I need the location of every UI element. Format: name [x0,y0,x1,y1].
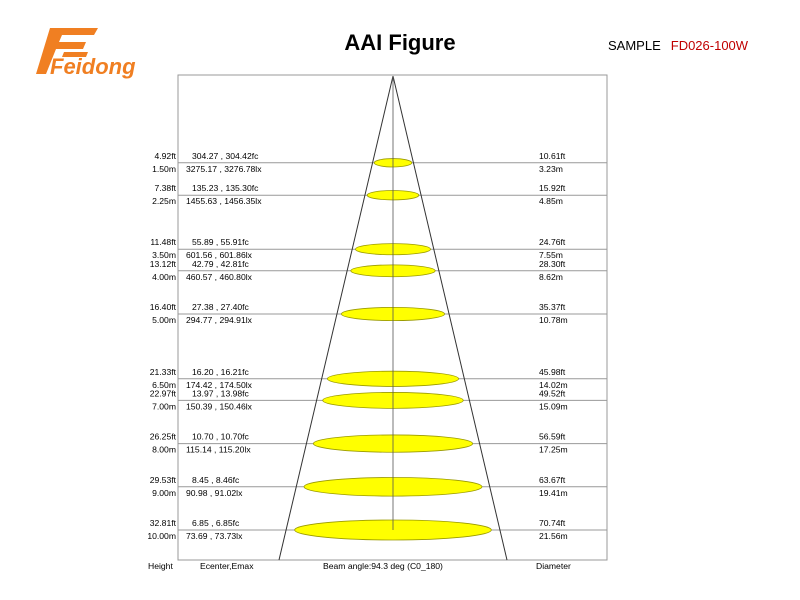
height-m-label: 4.00m [152,271,176,282]
ecenter-emax-fc: 27.38 , 27.40fc [192,302,249,312]
ecenter-emax-fc: 135.23 , 135.30fc [192,183,259,194]
ecenter-emax-fc: 6.85 , 6.85fc [192,518,240,528]
footer-diameter-label: Diameter [536,561,571,571]
height-m-label: 1.50m [152,163,176,174]
page-title: AAI Figure [344,30,456,55]
footer-ecenter-label: Ecenter,Emax [200,561,254,571]
diameter-m-label: 17.25m [539,444,568,455]
ecenter-emax-lx: 174.42 , 174.50lx [186,379,252,390]
footer-height-label: Height [148,561,173,571]
sample-label: SAMPLE [608,38,661,53]
diameter-ft-label: 70.74ft [539,518,566,528]
height-m-label: 6.50m [152,379,176,390]
ecenter-emax-fc: 10.70 , 10.70fc [192,431,249,442]
diameter-ft-label: 28.30ft [539,258,566,269]
height-ft-label: 11.48ft [150,237,176,248]
height-ft-label: 32.81ft [149,518,176,528]
diameter-ft-label: 35.37ft [539,302,566,312]
diameter-ft-label: 49.52ft [539,388,566,399]
height-ft-label: 16.40ft [149,302,176,312]
ecenter-emax-lx: 3275.17 , 3276.78lx [186,163,262,174]
height-ft-label: 7.38ft [154,183,176,194]
ecenter-emax-lx: 73.69 , 73.73lx [186,531,243,541]
model-number: FD026-100W [670,38,749,53]
diameter-m-label: 3.23m [539,163,563,174]
diameter-m-label: 19.41m [539,487,568,498]
height-m-label: 3.50m [152,250,176,261]
rows-layer [147,151,607,541]
ecenter-emax-fc: 8.45 , 8.46fc [192,474,240,485]
height-m-label: 9.00m [152,487,176,498]
diameter-ft-label: 63.67ft [539,474,566,485]
diameter-m-label: 10.78m [539,315,568,325]
diameter-m-label: 14.02m [539,379,568,390]
diameter-ft-label: 10.61ft [539,150,566,161]
ecenter-emax-fc: 55.89 , 55.91fc [192,237,249,248]
ecenter-emax-fc: 304.27 , 304.42fc [192,150,259,161]
footer-beam-label: Beam angle:94.3 deg (C0_180) [323,561,443,571]
ecenter-emax-lx: 601.56 , 601.86lx [186,250,252,261]
diameter-ft-label: 24.76ft [539,237,566,248]
ecenter-emax-fc: 42.79 , 42.81fc [192,258,249,269]
height-ft-label: 22.97ft [149,388,176,399]
ecenter-emax-lx: 90.98 , 91.02lx [186,487,243,498]
diameter-m-label: 7.55m [539,250,563,261]
ecenter-emax-lx: 460.57 , 460.80lx [186,271,252,282]
height-m-label: 8.00m [152,444,176,455]
height-m-label: 2.25m [152,196,176,207]
diameter-m-label: 15.09m [539,401,568,412]
ecenter-emax-fc: 16.20 , 16.21fc [192,366,249,377]
diameter-ft-label: 56.59ft [539,431,566,442]
height-ft-label: 4.92ft [154,150,176,161]
diameter-ft-label: 45.98ft [539,366,566,377]
diameter-m-label: 4.85m [539,196,563,207]
height-m-label: 5.00m [152,315,176,325]
ecenter-emax-lx: 294.77 , 294.91lx [186,315,252,325]
height-m-label: 7.00m [152,401,176,412]
ecenter-emax-lx: 115.14 , 115.20lx [186,444,251,455]
height-m-label: 10.00m [147,531,176,541]
diameter-ft-label: 15.92ft [539,183,566,194]
ecenter-emax-lx: 150.39 , 150.46lx [186,401,252,412]
height-ft-label: 21.33ft [149,366,176,377]
diameter-m-label: 21.56m [539,531,568,541]
ecenter-emax-lx: 1455.63 , 1456.35lx [186,196,262,207]
logo-text: Feidong [50,54,136,79]
height-ft-label: 13.12ft [149,258,176,269]
height-ft-label: 29.53ft [149,474,176,485]
height-ft-label: 26.25ft [149,431,176,442]
diameter-m-label: 8.62m [539,271,563,282]
ecenter-emax-fc: 13.97 , 13.98fc [192,388,249,399]
